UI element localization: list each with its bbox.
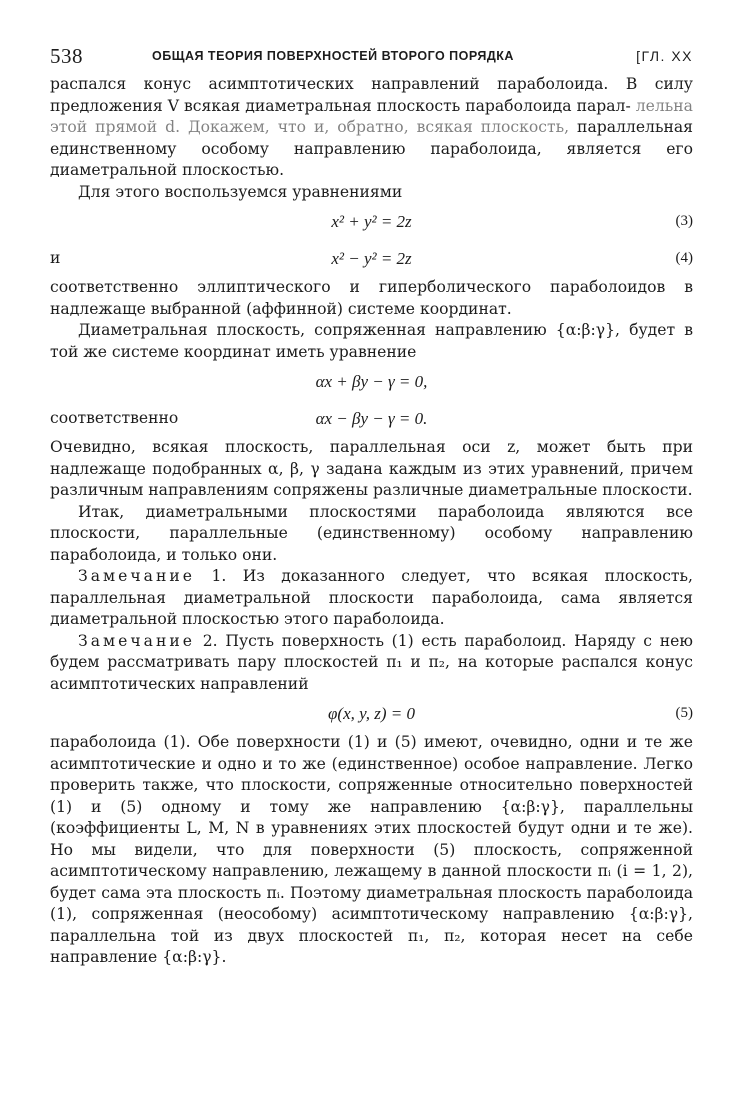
equation-number: (5) <box>675 705 693 721</box>
text-line: параллельная единственному особому направлению параболоида, является его диаметральной плоскостью. <box>50 118 693 179</box>
page-header <box>50 40 693 74</box>
paragraph: соответственно эллиптического и гиперболического параболоидов в надлежаще выбранной (аффинной) системе координат. <box>50 278 693 318</box>
equation-formula: φ(x, y, z) = 0 <box>328 704 415 723</box>
remark-text: 2. Пусть поверхность (1) есть параболоид. Наряду с нею будем рассматривать пару плоскостей π₁ и π₂, на которые распался конус асимптотических направлений <box>50 631 693 693</box>
equation-formula: αx − βy − γ = 0. <box>315 409 428 428</box>
remark-2 <box>50 631 693 696</box>
paragraph: параболоида (1). Обе поверхности (1) и (5) имеют, очевидно, одни и те же асимптотические и одно и то же (единственное) особое направление. Легко проверить также, что плоскости, сопряженные относительно поверхностей (1) и (5) одному и тому же направлению {α:β:γ}, параллельны (коэффициенты L, M, N в уравнениях этих плоскостей будут одни и те же). Но мы видели, что для поверхности (5) плоскость, сопряженной асимптотическому направлению, лежащему в данной плоскости πᵢ (i = 1, 2), будет сама эта плоскость πᵢ. Поэтому диаметральная плоскость параболоида (1), сопряженная (неособому) асимптотическому направлению {α:β:γ}, параллельна той из двух плоскостей π₁, π₂, которая несет на себе направление {α:β:γ}. <box>50 733 693 966</box>
book-page <box>50 40 693 969</box>
text-line: распался конус асимптотических направлений параболоида. В силу предложения V всякая диаметральная плоскость параболоида парал- <box>50 75 693 115</box>
remark-text: 1. Из доказанного следует, что всякая плоскость, параллельная диаметральной плоскости параболоида, сама является диаметральной плоскостью этого параболоида. <box>50 567 693 628</box>
equation-number: (4) <box>675 250 693 266</box>
remark-label: Замечание <box>78 631 195 650</box>
paragraph: Итак, диаметральными плоскостями параболоида являются все плоскости, параллельные (единственному) особому направлению параболоида, и только они. <box>50 502 693 564</box>
paragraph: Для этого воспользуемся уравнениями <box>78 182 403 201</box>
chapter-label: [ГЛ. XX <box>636 48 693 64</box>
equation-formula: αx + βy − γ = 0, <box>315 372 428 391</box>
equation-3 <box>50 203 693 240</box>
remark-label: Замечание <box>78 567 195 585</box>
connector-word: и <box>50 249 61 267</box>
paragraph <box>50 74 693 182</box>
equation-5 <box>50 695 693 732</box>
equation-plane-ellipt <box>50 363 693 400</box>
connector-word: соответственно <box>50 409 179 427</box>
equation-number: (3) <box>675 213 693 229</box>
body-text <box>50 74 693 969</box>
paragraph: Очевидно, всякая плоскость, параллельная оси z, может быть при надлежаще подобранных α, β, γ задана каждым из этих уравнений, причем различным направлениям сопряжены различные диаметральные плоскости. <box>50 438 693 499</box>
page-number: 538 <box>50 44 83 68</box>
remark-1 <box>50 566 693 631</box>
equation-plane-hyperb <box>50 400 693 437</box>
running-title: ОБЩАЯ ТЕОРИЯ ПОВЕРХНОСТЕЙ ВТОРОГО ПОРЯДКА <box>152 49 514 63</box>
paragraph: Диаметральная плоскость, сопряженная направлению {α:β:γ}, будет в той же системе координат иметь уравнение <box>50 321 693 361</box>
equation-formula: x² + y² = 2z <box>331 212 412 231</box>
faded-text-line: лельна этой прямой d. Докажем, что и, обратно, всякая плоскость, <box>50 96 693 136</box>
equation-formula: x² − y² = 2z <box>331 249 412 268</box>
equation-4 <box>50 240 693 277</box>
